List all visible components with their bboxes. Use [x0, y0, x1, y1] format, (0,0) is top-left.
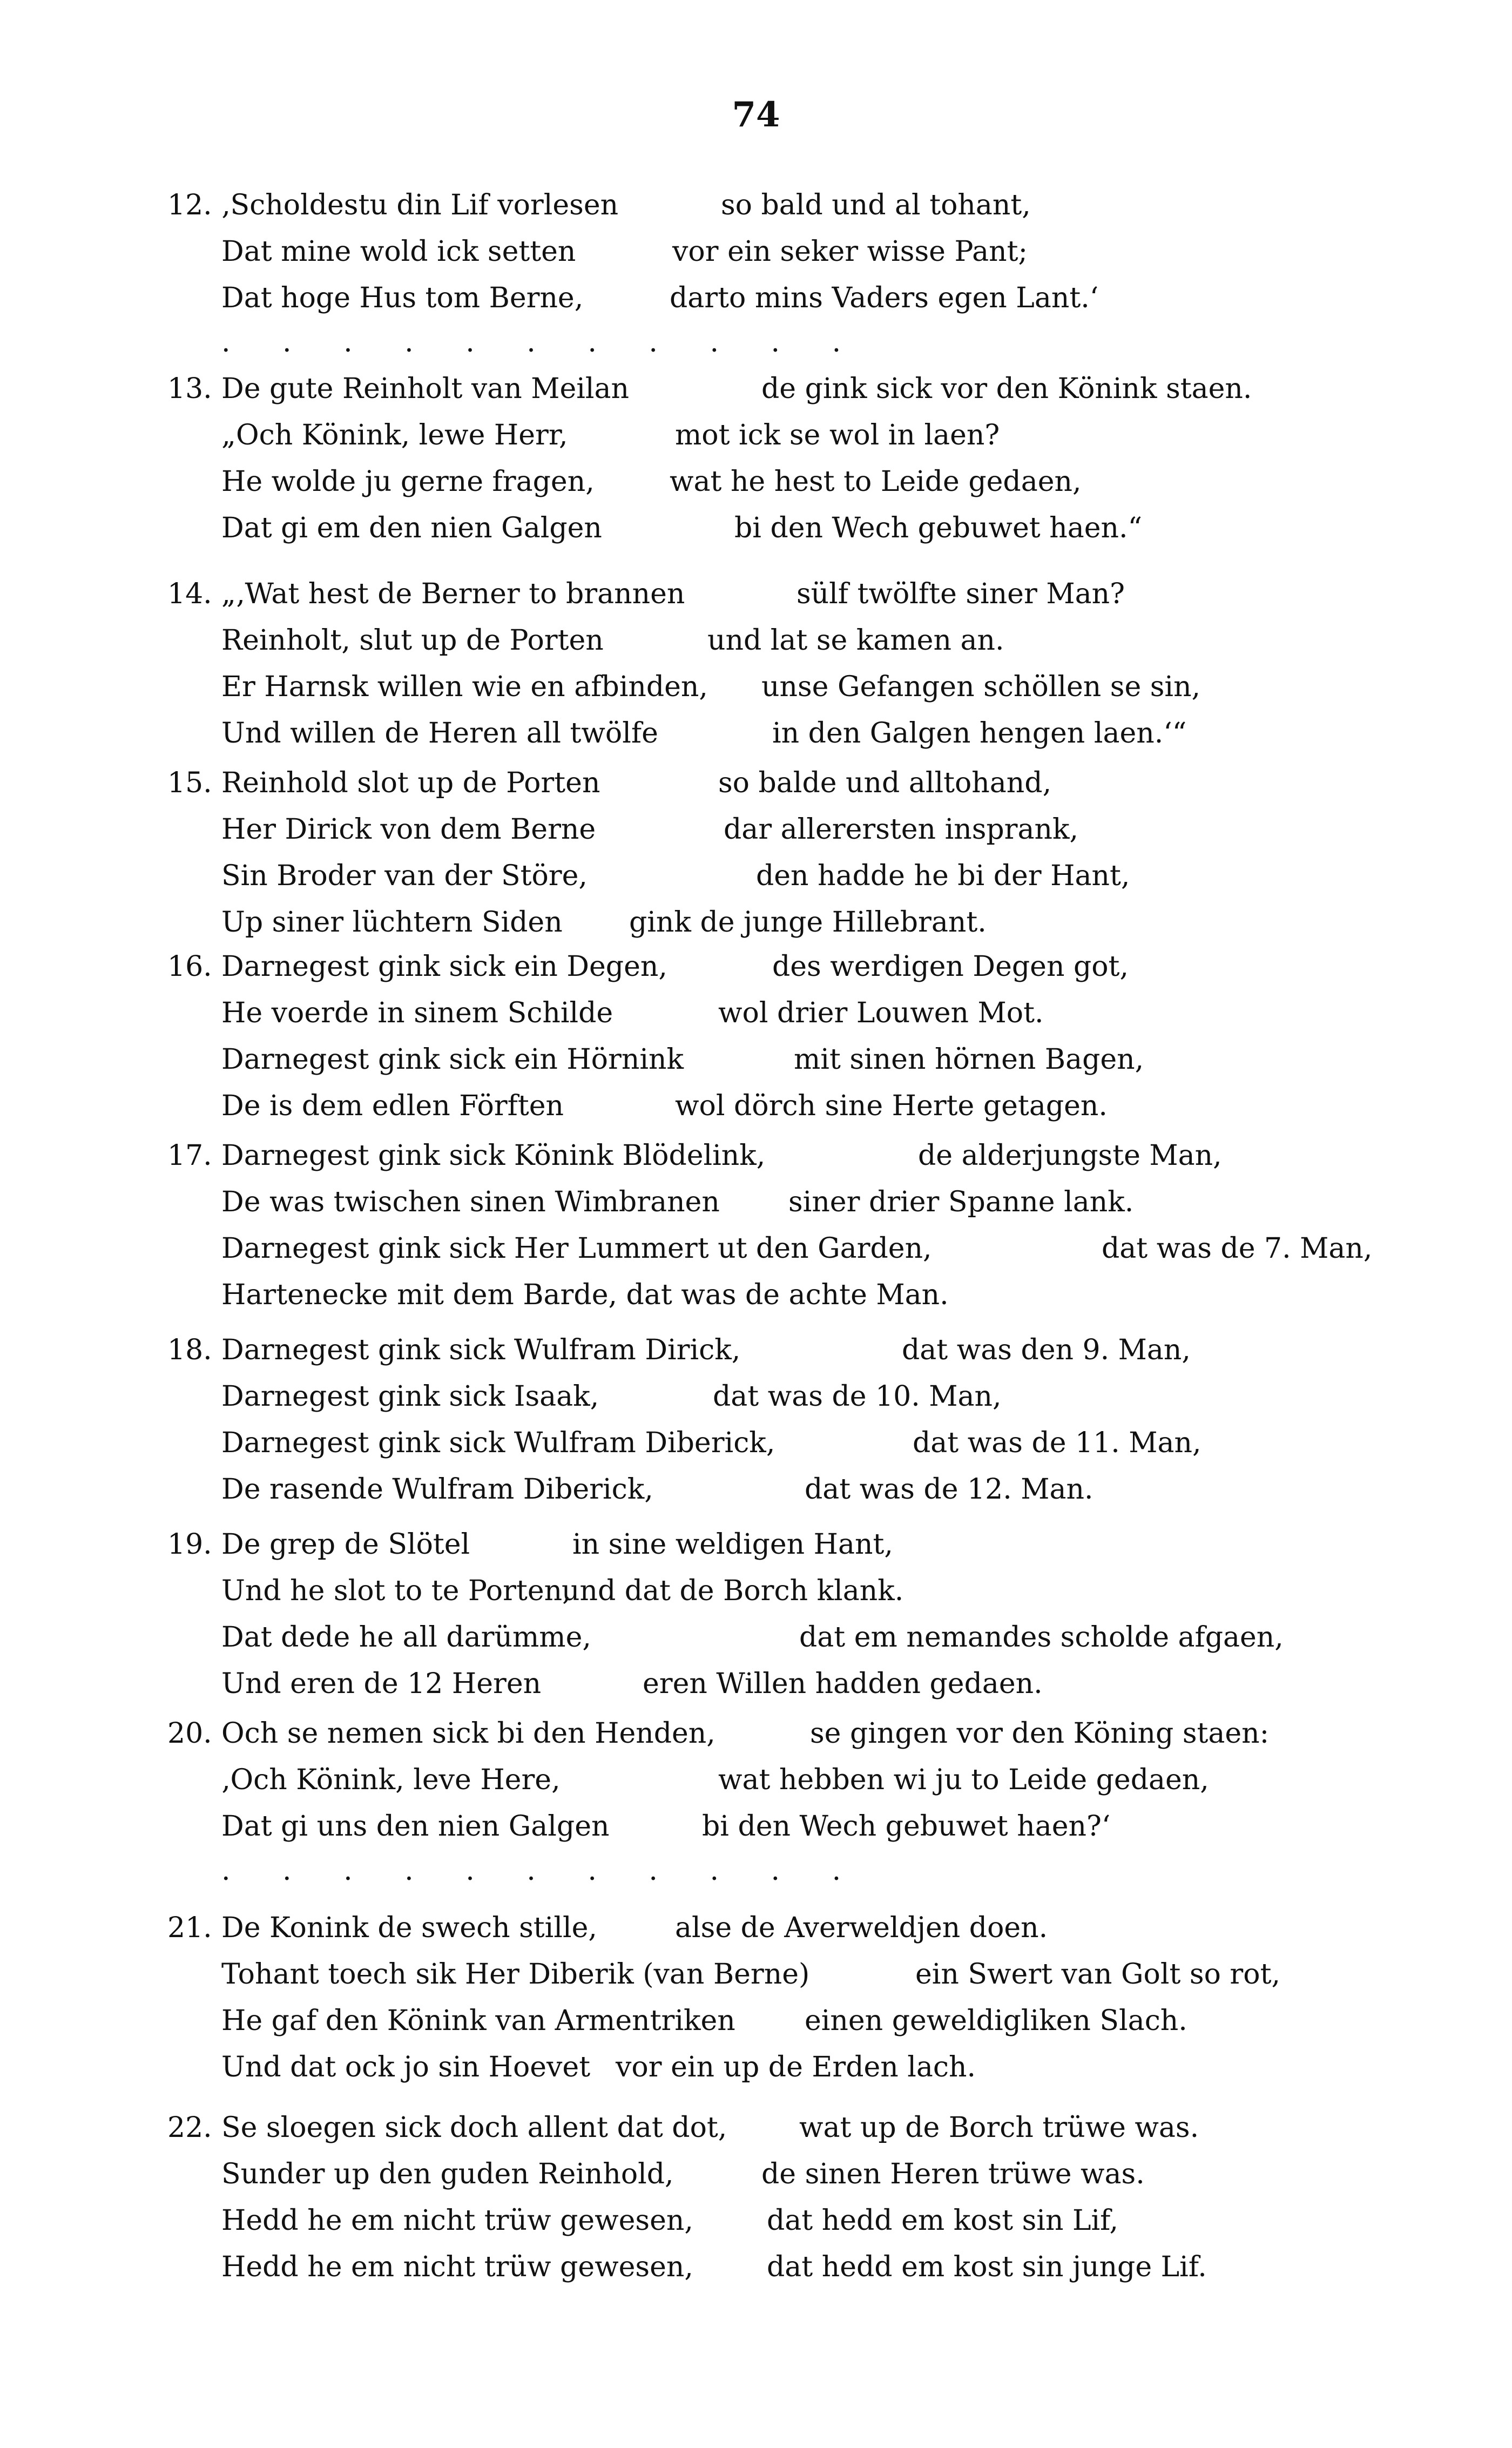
verse-second-half: dat was de 11. Man, [913, 1427, 1202, 1459]
verse-first-half: Hartenecke mit dem Barde, dat was de achte Man. [221, 1279, 949, 1311]
verse-second-half: se gingen vor den Köning staen: [810, 1717, 1270, 1750]
verse-second-half: einen geweldigliken Slach. [805, 2005, 1187, 2037]
verse-first-half: De Konink de swech stille, [221, 1912, 597, 1944]
verse-first-half: Darnegest gink sick Isaak, [221, 1380, 599, 1413]
verse-second-half: eren Willen hadden gedaen. [643, 1668, 1043, 1700]
verse-second-half: des werdigen Degen got, [772, 950, 1129, 983]
stanza-number: 18. [167, 1334, 212, 1366]
verse-second-half: vor ein up de Erden lach. [616, 2051, 976, 2083]
verse-first-half: Und eren de 12 Heren [221, 1668, 542, 1700]
verse-second-half: wol drier Louwen Mot. [718, 997, 1044, 1029]
stanza-number: 17. [167, 1139, 212, 1172]
verse-first-half: De grep de Slötel [221, 1528, 470, 1561]
verse-second-half: bi den Wech gebuwet haen.“ [734, 512, 1143, 544]
omission-dots: . . . . . . . . . . . [221, 1854, 863, 1887]
verse-second-half: dat was de 7. Man, [1102, 1232, 1373, 1265]
verse-second-half: dat em nemandes scholde afgaen, [799, 1621, 1284, 1654]
verse-second-half: de sinen Heren trüwe was. [761, 2158, 1145, 2190]
verse-first-half: De is dem edlen Förften [221, 1090, 564, 1122]
verse-second-half: in den Galgen hengen laen.‘“ [772, 717, 1187, 750]
verse-second-half: mot ick se wol in laen? [675, 419, 1000, 451]
verse-first-half: Und willen de Heren all twölfe [221, 717, 658, 750]
verse-second-half: dat was de 12. Man. [805, 1473, 1094, 1506]
page-number: 74 [732, 95, 780, 135]
verse-first-half: Sunder up den guden Reinhold, [221, 2158, 674, 2190]
verse-first-half: Reinhold slot up de Porten [221, 767, 600, 799]
verse-first-half: Dat hoge Hus tom Berne, [221, 282, 584, 314]
stanza-number: 12. [167, 189, 212, 221]
verse-second-half: dat was den 9. Man, [902, 1334, 1191, 1366]
verse-first-half: „Och Könink, lewe Herr, [221, 419, 568, 451]
verse-second-half: siner drier Spanne lank. [788, 1186, 1134, 1218]
stanza-number: 22. [167, 2112, 212, 2144]
verse-second-half: und dat de Borch klank. [562, 1575, 904, 1607]
verse-first-half: Darnegest gink sick ein Degen, [221, 950, 667, 983]
verse-second-half: dat hedd em kost sin Lif, [767, 2204, 1119, 2237]
verse-second-half: vor ein seker wisse Pant; [672, 235, 1028, 268]
verse-second-half: unse Gefangen schöllen se sin, [761, 671, 1201, 703]
verse-first-half: ‚Och Könink, leve Here, [221, 1764, 561, 1796]
verse-first-half: Und dat ock jo sin Hoevet [221, 2051, 591, 2083]
verse-first-half: Dat mine wold ick setten [221, 235, 576, 268]
verse-second-half: de gink sick vor den Könink staen. [761, 373, 1252, 405]
verse-first-half: De rasende Wulfram Diberick, [221, 1473, 653, 1506]
verse-first-half: He gaf den Könink van Armentriken [221, 2005, 735, 2037]
verse-second-half: den hadde he bi der Hant, [756, 860, 1130, 892]
verse-second-half: bi den Wech gebuwet haen?‘ [702, 1810, 1111, 1843]
verse-first-half: Und he slot to te Porten, [221, 1575, 571, 1607]
verse-first-half: He voerde in sinem Schilde [221, 997, 613, 1029]
verse-second-half: und lat se kamen an. [707, 624, 1004, 657]
verse-first-half: Darnegest gink sick Könink Blödelink, [221, 1139, 766, 1172]
stanza-number: 13. [167, 373, 212, 405]
verse-first-half: De was twischen sinen Wimbranen [221, 1186, 720, 1218]
verse-first-half: Reinholt, slut up de Porten [221, 624, 604, 657]
verse-second-half: wol dörch sine Herte getagen. [675, 1090, 1108, 1122]
verse-first-half: Hedd he em nicht trüw gewesen, [221, 2204, 693, 2237]
verse-second-half: dar allerersten insprank, [724, 813, 1079, 846]
verse-first-half: Se sloegen sick doch allent dat dot, [221, 2112, 727, 2144]
verse-second-half: in sine weldigen Hant, [572, 1528, 893, 1561]
verse-first-half: Och se nemen sick bi den Henden, [221, 1717, 716, 1750]
verse-first-half: Darnegest gink sick ein Hörnink [221, 1043, 684, 1076]
verse-first-half: Sin Broder van der Störe, [221, 860, 588, 892]
verse-first-half: Darnegest gink sick Wulfram Dirick, [221, 1334, 741, 1366]
verse-second-half: de alderjungste Man, [918, 1139, 1222, 1172]
stanza-number: 21. [167, 1912, 212, 1944]
verse-second-half: wat up de Borch trüwe was. [799, 2112, 1199, 2144]
verse-second-half: darto mins Vaders egen Lant.‘ [670, 282, 1099, 314]
verse-first-half: Darnegest gink sick Her Lummert ut den Garden, [221, 1232, 932, 1265]
verse-second-half: gink de junge Hillebrant. [629, 906, 987, 939]
verse-first-half: Her Dirick von dem Berne [221, 813, 596, 846]
verse-second-half: dat was de 10. Man, [713, 1380, 1002, 1413]
verse-second-half: so balde und alltohand, [718, 767, 1052, 799]
verse-second-half: mit sinen hörnen Bagen, [794, 1043, 1144, 1076]
verse-first-half: Dat gi uns den nien Galgen [221, 1810, 610, 1843]
verse-second-half: sülf twölfte siner Man? [796, 578, 1125, 610]
verse-first-half: Dat gi em den nien Galgen [221, 512, 602, 544]
stanza-number: 20. [167, 1717, 212, 1750]
verse-first-half: Er Harnsk willen wie en afbinden, [221, 671, 708, 703]
verse-second-half: ein Swert van Golt so rot, [915, 1958, 1281, 1991]
verse-first-half: De gute Reinholt van Meilan [221, 373, 630, 405]
verse-first-half: Up siner lüchtern Siden [221, 906, 563, 939]
verse-second-half: so bald und al tohant, [721, 189, 1031, 221]
stanza-number: 16. [167, 950, 212, 983]
verse-first-half: Darnegest gink sick Wulfram Diberick, [221, 1427, 775, 1459]
verse-first-half: Tohant toech sik Her Diberik (van Berne) [221, 1958, 810, 1991]
stanza-number: 14. [167, 578, 212, 610]
verse-second-half: wat hebben wi ju to Leide gedaen, [718, 1764, 1209, 1796]
verse-first-half: Hedd he em nicht trüw gewesen, [221, 2251, 693, 2283]
stanza-number: 19. [167, 1528, 212, 1561]
omission-dots: . . . . . . . . . . . [221, 326, 863, 359]
verse-first-half: Dat dede he all darümme, [221, 1621, 591, 1654]
verse-first-half: „‚Wat hest de Berner to brannen [221, 578, 685, 610]
verse-first-half: ‚Scholdestu din Lif vorlesen [221, 189, 619, 221]
verse-second-half: alse de Averweldjen doen. [675, 1912, 1048, 1944]
stanza-number: 15. [167, 767, 212, 799]
verse-second-half: wat he hest to Leide gedaen, [670, 466, 1082, 498]
verse-second-half: dat hedd em kost sin junge Lif. [767, 2251, 1207, 2283]
verse-first-half: He wolde ju gerne fragen, [221, 466, 595, 498]
